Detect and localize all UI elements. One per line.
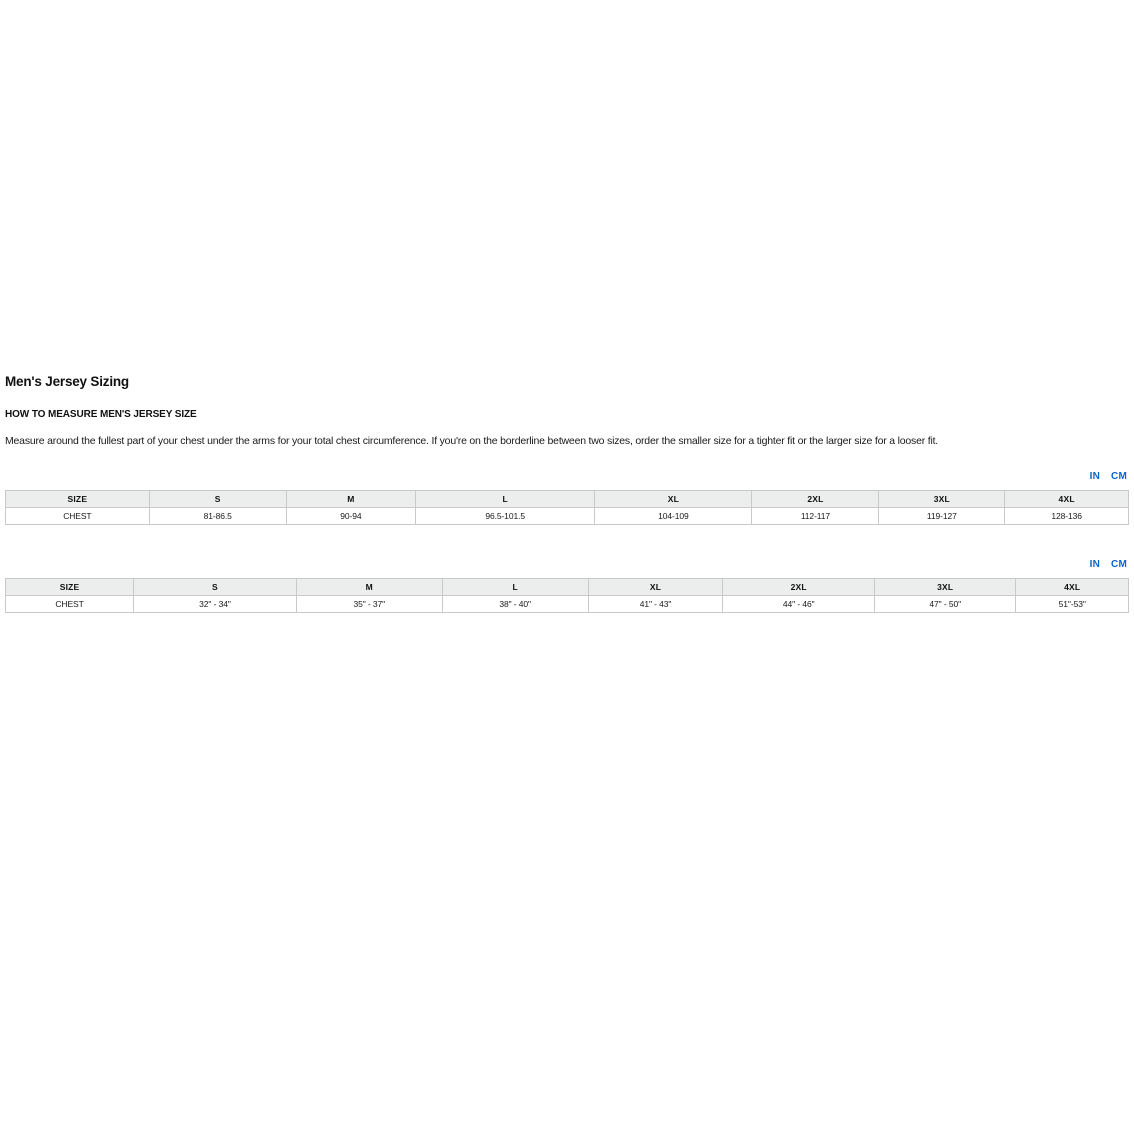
cell-chest-m: 35" - 37" [296, 595, 442, 612]
cell-chest-3xl: 119-127 [879, 507, 1005, 524]
cell-chest-4xl: 51"-53" [1016, 595, 1129, 612]
cm-size-block [5, 471, 1129, 525]
cell-chest-xl: 41" - 43" [588, 595, 723, 612]
cell-chest-3xl: 47" - 50" [874, 595, 1015, 612]
cm-size-table [5, 490, 1129, 525]
column-header-2xl: 2XL [723, 578, 875, 595]
cell-chest-s: 32" - 34" [134, 595, 297, 612]
cell-chest-m: 90-94 [286, 507, 415, 524]
column-header-4xl: 4XL [1005, 490, 1129, 507]
cell-chest-xl: 104-109 [595, 507, 752, 524]
in-unit-toggle [5, 559, 1129, 570]
column-header-4xl: 4XL [1016, 578, 1129, 595]
table-header-row [6, 490, 1129, 507]
column-header-xl: XL [595, 490, 752, 507]
cell-chest-4xl: 128-136 [1005, 507, 1129, 524]
column-header-2xl: 2XL [752, 490, 879, 507]
column-header-xl: XL [588, 578, 723, 595]
column-header-3xl: 3XL [879, 490, 1005, 507]
column-header-size: SIZE [6, 490, 150, 507]
size-chart-content [5, 374, 1129, 613]
cell-chest-2xl: 112-117 [752, 507, 879, 524]
column-header-m: M [286, 490, 415, 507]
table-row [6, 595, 1129, 612]
unit-toggle-cm[interactable]: CM [1111, 470, 1127, 482]
column-header-m: M [296, 578, 442, 595]
cell-chest-2xl: 44" - 46" [723, 595, 875, 612]
table-row [6, 507, 1129, 524]
column-header-l: L [415, 490, 594, 507]
cell-chest-l: 38" - 40" [442, 595, 588, 612]
unit-toggle-in[interactable]: IN [1089, 558, 1101, 570]
column-header-size: SIZE [6, 578, 134, 595]
in-size-block [5, 559, 1129, 613]
unit-toggle-cm[interactable]: CM [1111, 558, 1127, 570]
row-label-chest: CHEST [6, 507, 150, 524]
in-size-table [5, 578, 1129, 613]
how-to-measure-heading: HOW TO MEASURE MEN'S JERSEY SIZE [5, 409, 197, 420]
row-label-chest: CHEST [6, 595, 134, 612]
page-title: Men's Jersey Sizing [5, 374, 129, 389]
column-header-3xl: 3XL [874, 578, 1015, 595]
cell-chest-s: 81-86.5 [149, 507, 286, 524]
column-header-l: L [442, 578, 588, 595]
cm-unit-toggle [5, 471, 1129, 482]
column-header-s: S [134, 578, 297, 595]
unit-toggle-in[interactable]: IN [1089, 470, 1101, 482]
cell-chest-l: 96.5-101.5 [415, 507, 594, 524]
table-header-row [6, 578, 1129, 595]
how-to-measure-description: Measure around the fullest part of your chest under the arms for your total chest circumference. If you're on the borderline between two sizes, order the smaller size for a tighter fit or the larger size for a looser fit. [5, 435, 939, 447]
column-header-s: S [149, 490, 286, 507]
